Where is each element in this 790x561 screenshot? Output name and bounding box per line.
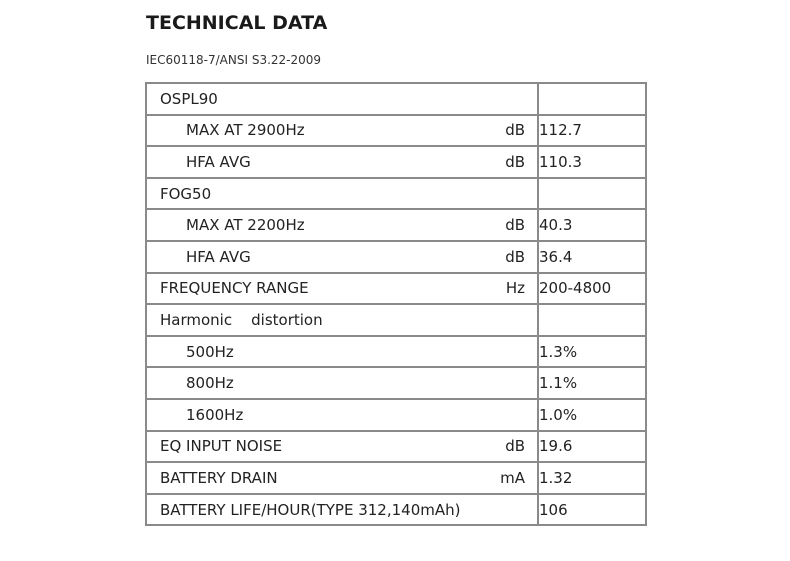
row-value: 1.3% bbox=[538, 336, 646, 368]
page-title: TECHNICAL DATA bbox=[146, 12, 328, 34]
row-label-cell bbox=[146, 146, 538, 178]
row-label-cell bbox=[146, 462, 538, 494]
row-unit: dB bbox=[505, 247, 525, 266]
row-label: 500Hz bbox=[186, 342, 234, 361]
row-unit: dB bbox=[505, 121, 525, 140]
row-label-cell bbox=[146, 115, 538, 147]
row-label: 800Hz bbox=[186, 374, 234, 393]
row-label: EQ INPUT NOISE bbox=[160, 437, 283, 456]
row-value: 1.32 bbox=[538, 462, 646, 494]
row-label: HFA AVG bbox=[186, 152, 251, 171]
table-row-battery-life bbox=[146, 494, 646, 526]
row-label: MAX AT 2200Hz bbox=[186, 216, 305, 235]
row-unit: dB bbox=[505, 216, 525, 235]
row-label-cell bbox=[146, 83, 538, 115]
row-unit: dB bbox=[505, 437, 525, 456]
table-row-fog50 bbox=[146, 178, 646, 210]
row-value: 110.3 bbox=[538, 146, 646, 178]
row-label-cell bbox=[146, 273, 538, 305]
row-label: FREQUENCY RANGE bbox=[160, 279, 309, 298]
table-row-frequency-range bbox=[146, 273, 646, 305]
row-label-cell bbox=[146, 494, 538, 526]
row-value: 40.3 bbox=[538, 209, 646, 241]
technical-data-table bbox=[145, 82, 647, 526]
row-value: 1.1% bbox=[538, 367, 646, 399]
table-row-fog50-hfa bbox=[146, 241, 646, 273]
table-row-ospl90-hfa bbox=[146, 146, 646, 178]
row-label: OSPL90 bbox=[160, 89, 218, 108]
row-label: BATTERY LIFE/HOUR(TYPE 312,140mAh) bbox=[160, 500, 461, 519]
row-label-cell bbox=[146, 431, 538, 463]
table-row-harmonic-1600 bbox=[146, 399, 646, 431]
row-label-cell bbox=[146, 399, 538, 431]
row-label: HFA AVG bbox=[186, 247, 251, 266]
standard-reference: IEC60118-7/ANSI S3.22-2009 bbox=[146, 53, 322, 67]
row-value bbox=[538, 304, 646, 336]
row-value: 1.0% bbox=[538, 399, 646, 431]
row-value: 19.6 bbox=[538, 431, 646, 463]
row-label-cell bbox=[146, 209, 538, 241]
row-label: MAX AT 2900Hz bbox=[186, 121, 305, 140]
row-label: BATTERY DRAIN bbox=[160, 468, 278, 487]
row-value: 106 bbox=[538, 494, 646, 526]
row-value: 200-4800 bbox=[538, 273, 646, 305]
row-label-cell bbox=[146, 367, 538, 399]
row-value bbox=[538, 178, 646, 210]
row-value: 36.4 bbox=[538, 241, 646, 273]
table-row-ospl90 bbox=[146, 83, 646, 115]
table-row-harmonic-500 bbox=[146, 336, 646, 368]
row-label: Harmonic distortion bbox=[160, 310, 323, 329]
table-row-fog50-max bbox=[146, 209, 646, 241]
row-label: FOG50 bbox=[160, 184, 212, 203]
row-unit: Hz bbox=[505, 279, 525, 298]
row-label-cell bbox=[146, 241, 538, 273]
row-label-cell bbox=[146, 336, 538, 368]
table-row-eq-input-noise bbox=[146, 431, 646, 463]
table-row-ospl90-max bbox=[146, 115, 646, 147]
row-label: 1600Hz bbox=[186, 405, 244, 424]
row-unit: dB bbox=[505, 152, 525, 171]
row-label-cell bbox=[146, 178, 538, 210]
table-row-harmonic-800 bbox=[146, 367, 646, 399]
row-value bbox=[538, 83, 646, 115]
table-row-battery-drain bbox=[146, 462, 646, 494]
row-unit: mA bbox=[500, 468, 525, 487]
row-value: 112.7 bbox=[538, 115, 646, 147]
row-label-cell bbox=[146, 304, 538, 336]
technical-data-body bbox=[146, 83, 646, 525]
table-row-harmonic-distortion bbox=[146, 304, 646, 336]
